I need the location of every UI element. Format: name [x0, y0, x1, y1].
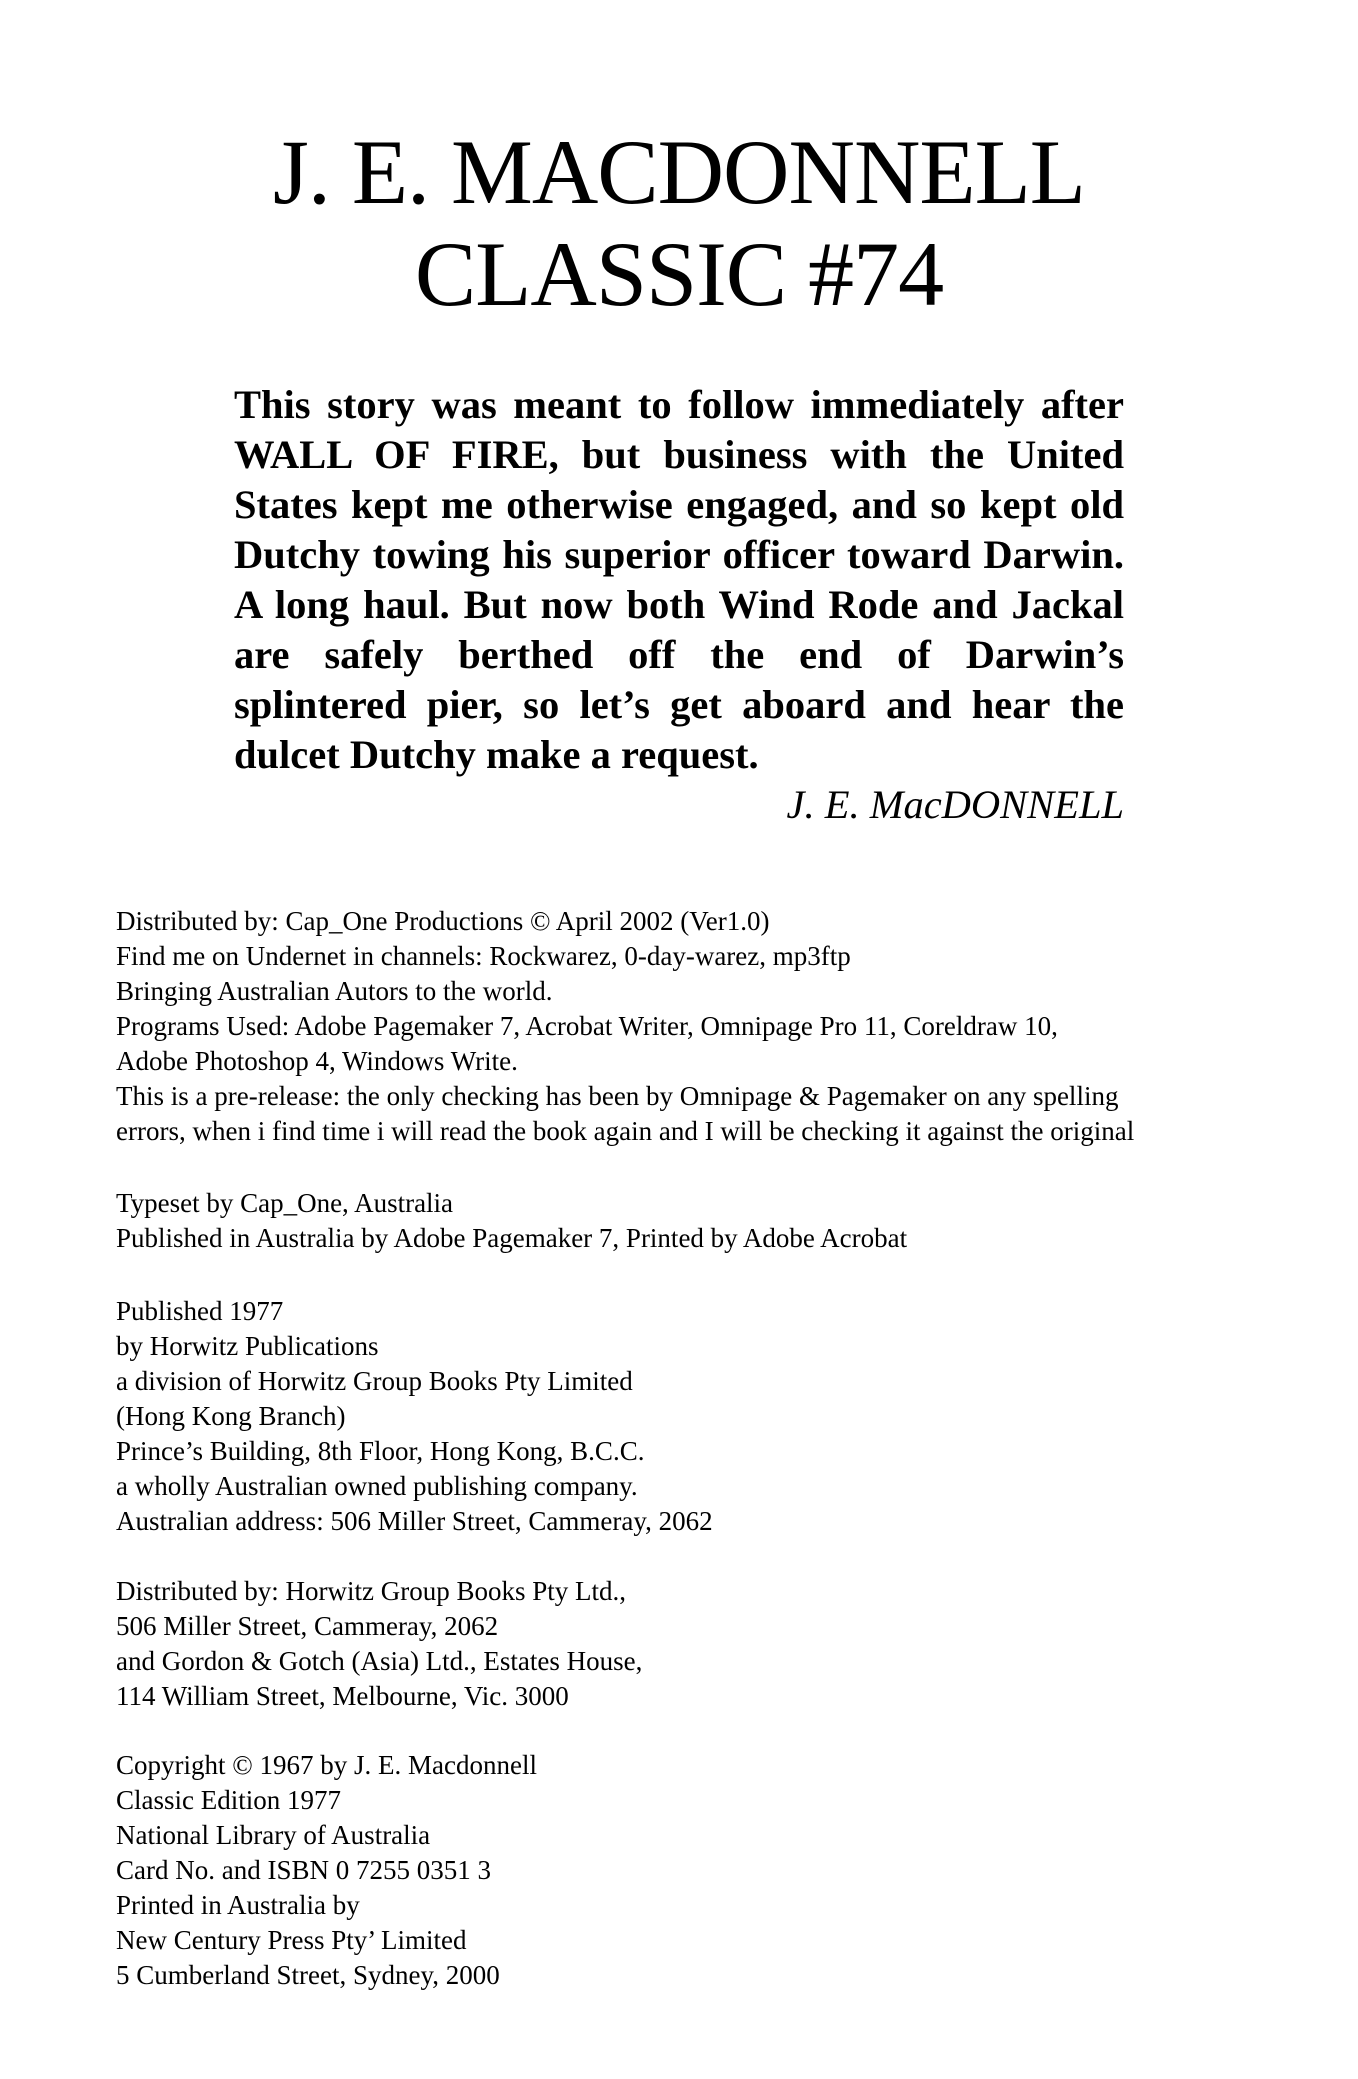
copyright-line: Copyright © 1967 by J. E. Macdonnell [116, 1750, 537, 1780]
distribution-line: Find me on Undernet in channels: Rockwarez, 0-day-warez, mp3ftp [116, 941, 851, 971]
title-series: CLASSIC #74 [414, 223, 944, 325]
distribution-line: Bringing Australian Autors to the world. [116, 976, 553, 1006]
distributor-line: 114 William Street, Melbourne, Vic. 3000 [116, 1681, 569, 1711]
publication-line: Australian address: 506 Miller Street, Cammeray, 2062 [116, 1506, 713, 1536]
copyright-line: Printed in Australia by [116, 1890, 360, 1920]
copyright-line: National Library of Australia [116, 1820, 431, 1850]
distribution-line: errors, when i find time i will read the book again and I will be checking it against the original [116, 1116, 1135, 1146]
publication-line: (Hong Kong Branch) [116, 1401, 346, 1431]
distributors-info [116, 1574, 1256, 1714]
distributor-line: 506 Miller Street, Cammeray, 2062 [116, 1611, 499, 1641]
publication-line: a wholly Australian owned publishing company. [116, 1471, 638, 1501]
distributor-line: Distributed by: Horwitz Group Books Pty Ltd., [116, 1576, 626, 1606]
typeset-info [116, 1186, 1256, 1256]
copyright-line: 5 Cumberland Street, Sydney, 2000 [116, 1960, 500, 1990]
title-author: J. E. MACDONNELL [273, 121, 1085, 223]
intro-signature: J. E. MacDONNELL [786, 782, 1124, 827]
typeset-line: Typeset by Cap_One, Australia [116, 1188, 454, 1218]
publication-line: a division of Horwitz Group Books Pty Limited [116, 1366, 633, 1396]
typeset-line: Published in Australia by Adobe Pagemaker 7, Printed by Adobe Acrobat [116, 1223, 908, 1253]
copyright-line: Card No. and ISBN 0 7255 0351 3 [116, 1855, 491, 1885]
distribution-line: Adobe Photoshop 4, Windows Write. [116, 1046, 518, 1076]
distribution-line: Distributed by: Cap_One Productions © April 2002 (Ver1.0) [116, 906, 770, 936]
copyright-line: New Century Press Pty’ Limited [116, 1925, 467, 1955]
copyright-line: Classic Edition 1977 [116, 1785, 341, 1815]
copyright-info [116, 1748, 1256, 1993]
distributor-line: and Gordon & Gotch (Asia) Ltd., Estates House, [116, 1646, 643, 1676]
distribution-line: Programs Used: Adobe Pagemaker 7, Acrobat Writer, Omnipage Pro 11, Coreldraw 10, [116, 1011, 1058, 1041]
publication-info [116, 1294, 1256, 1539]
publication-line: Published 1977 [116, 1296, 284, 1326]
publication-line: by Horwitz Publications [116, 1331, 379, 1361]
intro-paragraph: This story was meant to follow immediately after WALL OF FIRE, but business with the United States kept me otherwise engaged, and so kept old Dutchy towing his superior officer toward Darwin. A long haul. But now both Wind Rode and Jackal are safely berthed off the end of Darwin’s splintered pier, so let’s get aboard and hear the dulcet Dutchy make a request. [234, 382, 1124, 777]
distribution-line: This is a pre-release: the only checking has been by Omnipage & Pagemaker on any spelling [116, 1081, 1119, 1111]
distribution-notes [116, 904, 1256, 1149]
publication-line: Prince’s Building, 8th Floor, Hong Kong, B.C.C. [116, 1436, 645, 1466]
